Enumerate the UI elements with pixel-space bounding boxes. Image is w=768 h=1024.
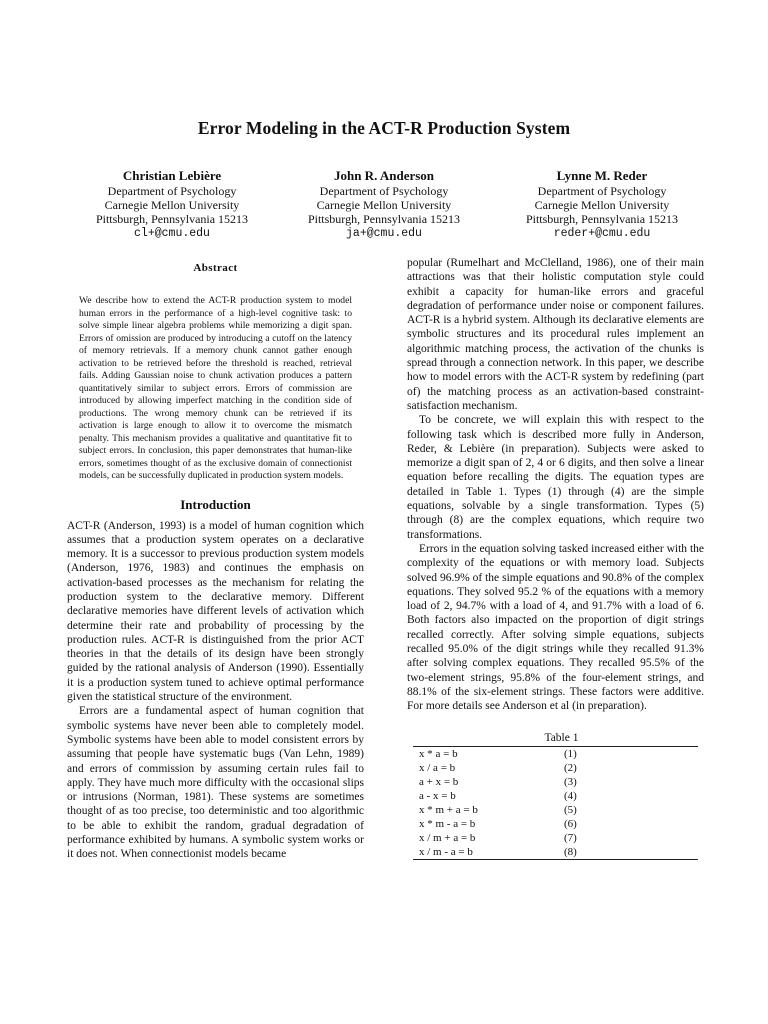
type-number-cell: (2) [564, 761, 577, 774]
type-number-cell: (7) [564, 832, 577, 845]
equation-cell: x * m - a = b [419, 817, 476, 830]
author-address: Pittsburgh, Pennsylvania 15213 [307, 212, 461, 227]
author-block [57, 167, 287, 241]
table-row [413, 775, 698, 789]
abstract-heading: Abstract [193, 262, 238, 274]
table-row [413, 761, 698, 775]
equation-cell: x / m - a = b [413, 845, 559, 860]
body-paragraph: Errors in the equation solving tasked increased either with the complexity of the equations or with memory load. Subjects solved 96.9% of the simple equations and 90.8% of the complex equations. They solved 95.2 % of the equations with a memory load of 2, 94.7% with a load of 4, and 91.7% with a load of 6. Both factors also impacted on the proportion of digit strings recalled correctly. After solving simple equations, subjects recalled 95.0% of the digit strings while they recalled 91.3% after solving complex equations. They recalled 95.5% of the two-element strings, 95.8% of the four-element strings, and 88.1% of the six-element strings. These factors were additive. For more details see Anderson et al (in preparation). [407, 542, 704, 713]
equation-table [413, 746, 698, 861]
author-univ: Carnegie Mellon University [534, 198, 670, 213]
right-column [407, 256, 704, 860]
author-dept: Department of Psychology [537, 184, 667, 198]
introduction-heading: Introduction [180, 496, 251, 512]
abstract-body: We describe how to extend the ACT-R production system to model human errors in the performance of a high-level cognitive task: to solve simple linear algebra problems while memorizing a digit span. Errors of omission are produced by introducing a cutoff on the latency of memory retrievals. If a memory chunk cannot gather enough activation to be retrieved before the threshold is reached, retrieval fails. Adding Gaussian noise to chunk activation produces a pattern quantitatively similar to subject errors. Errors of commission are introduced by allowing imperfect matching in the condition side of productions. The wrong memory chunk can be retrieved if its activation is large enough to allow it to overcome the mismatch penalty. This mechanism provides a qualitative and quantitative fit to subject errors. In conclusion, this paper demonstrates that human-like errors, sometimes thought of as the exclusive domain of connectionist models, can be successfully duplicated in production system models. [79, 295, 352, 481]
paper-title: Error Modeling in the ACT-R Production System [197, 118, 571, 138]
author-email[interactable]: reder+@cmu.edu [553, 226, 651, 240]
author-email[interactable]: cl+@cmu.edu [134, 226, 210, 240]
author-email[interactable]: ja+@cmu.edu [346, 226, 422, 240]
author-block [487, 167, 717, 241]
type-number-cell: (4) [564, 789, 577, 802]
body-paragraph: To be concrete, we will explain this with respect to the following task which is described more fully in Anderson, Reder, & Lebière (in preparation). Subjects were asked to memorize a digit span of 2, 4 or 6 digits, and then solve a linear equation before recalling the digits. The equation types are detailed in Table 1. Types (1) through (4) are the simple equations, solvable by a single transformation. Types (5) through (8) are the complex equations, which require two transformations. [407, 414, 704, 541]
type-number-cell: (1) [559, 746, 698, 761]
equation-cell: a - x = b [419, 789, 456, 802]
type-number-cell: (5) [564, 803, 577, 816]
table-caption: Table 1 [544, 731, 579, 744]
intro-paragraph: Errors are a fundamental aspect of human cognition that symbolic systems have never been able to completely model. Symbolic systems have been able to model consistent errors by assuming that people have systematic bugs (Van Lehn, 1989) and errors of commission by assuming certain rules fail to apply. They have much more difficulty with the occasional slips or intrusions (Norman, 1981). These systems are sometimes thought of as too precise, too deterministic and too algorithmic to be able to exhibit the random, gradual degradation of performance exhibited by humans. A symbolic system works or it does not. When connectionist models became [67, 705, 364, 861]
table-1 [407, 732, 704, 861]
table-row [413, 845, 698, 860]
type-number-cell: (3) [564, 775, 577, 788]
intro-paragraph: ACT-R (Anderson, 1993) is a model of human cognition which assumes that a production system operates on a declarative memory. It is a successor to previous production system models (Anderson, 1976, 1983) and continues the emphasis on activation-based processes as the mechanism for relating the production system to the declarative memory. Different declarative memories have different levels of activation which determine their rate and probability of processing by the production rules. ACT-R is distinguished from the prior ACT theories in that the details of its design have been strongly guided by the rational analysis of Anderson (1990). Essentially it is a production system tuned to achieve optimal performance given the statistical structure of the environment. [67, 519, 364, 704]
equation-cell: x / m + a = b [419, 832, 476, 845]
author-address: Pittsburgh, Pennsylvania 15213 [95, 212, 249, 227]
type-number-cell: (8) [559, 845, 698, 860]
equation-cell: x * m + a = b [419, 803, 478, 816]
author-univ: Carnegie Mellon University [316, 198, 452, 213]
table-row [413, 789, 698, 803]
author-dept: Department of Psychology [107, 184, 237, 198]
author-name: John R. Anderson [333, 168, 435, 183]
left-column [67, 262, 364, 862]
table-row [413, 831, 698, 845]
type-number-cell: (6) [564, 817, 577, 830]
author-block [269, 167, 499, 241]
equation-cell: a + x = b [419, 775, 459, 788]
author-name: Christian Lebière [122, 168, 222, 183]
table-row [413, 817, 698, 831]
equation-cell: x / a = b [419, 761, 456, 774]
author-dept: Department of Psychology [319, 184, 449, 198]
author-name: Lynne M. Reder [556, 168, 648, 183]
equation-cell: x * a = b [413, 746, 559, 761]
table-row [413, 746, 698, 761]
author-address: Pittsburgh, Pennsylvania 15213 [525, 212, 679, 227]
body-paragraph: popular (Rumelhart and McClelland, 1986), one of their main attractions was that their holistic computation style could exhibit a capacity for human-like errors and graceful degradation of performance under noise or component failures. ACT-R is a hybrid system. Although its declarative elements are symbolic structures and its procedural rules implement an algorithmic matching process, the activation of the chunks is spread through a connection network. In this paper, we describe how to model errors with the ACT-R system by redefining (part of) the matching process as an activation-based constraint-satisfaction mechanism. [407, 257, 704, 412]
author-univ: Carnegie Mellon University [104, 198, 240, 213]
table-row [413, 803, 698, 817]
